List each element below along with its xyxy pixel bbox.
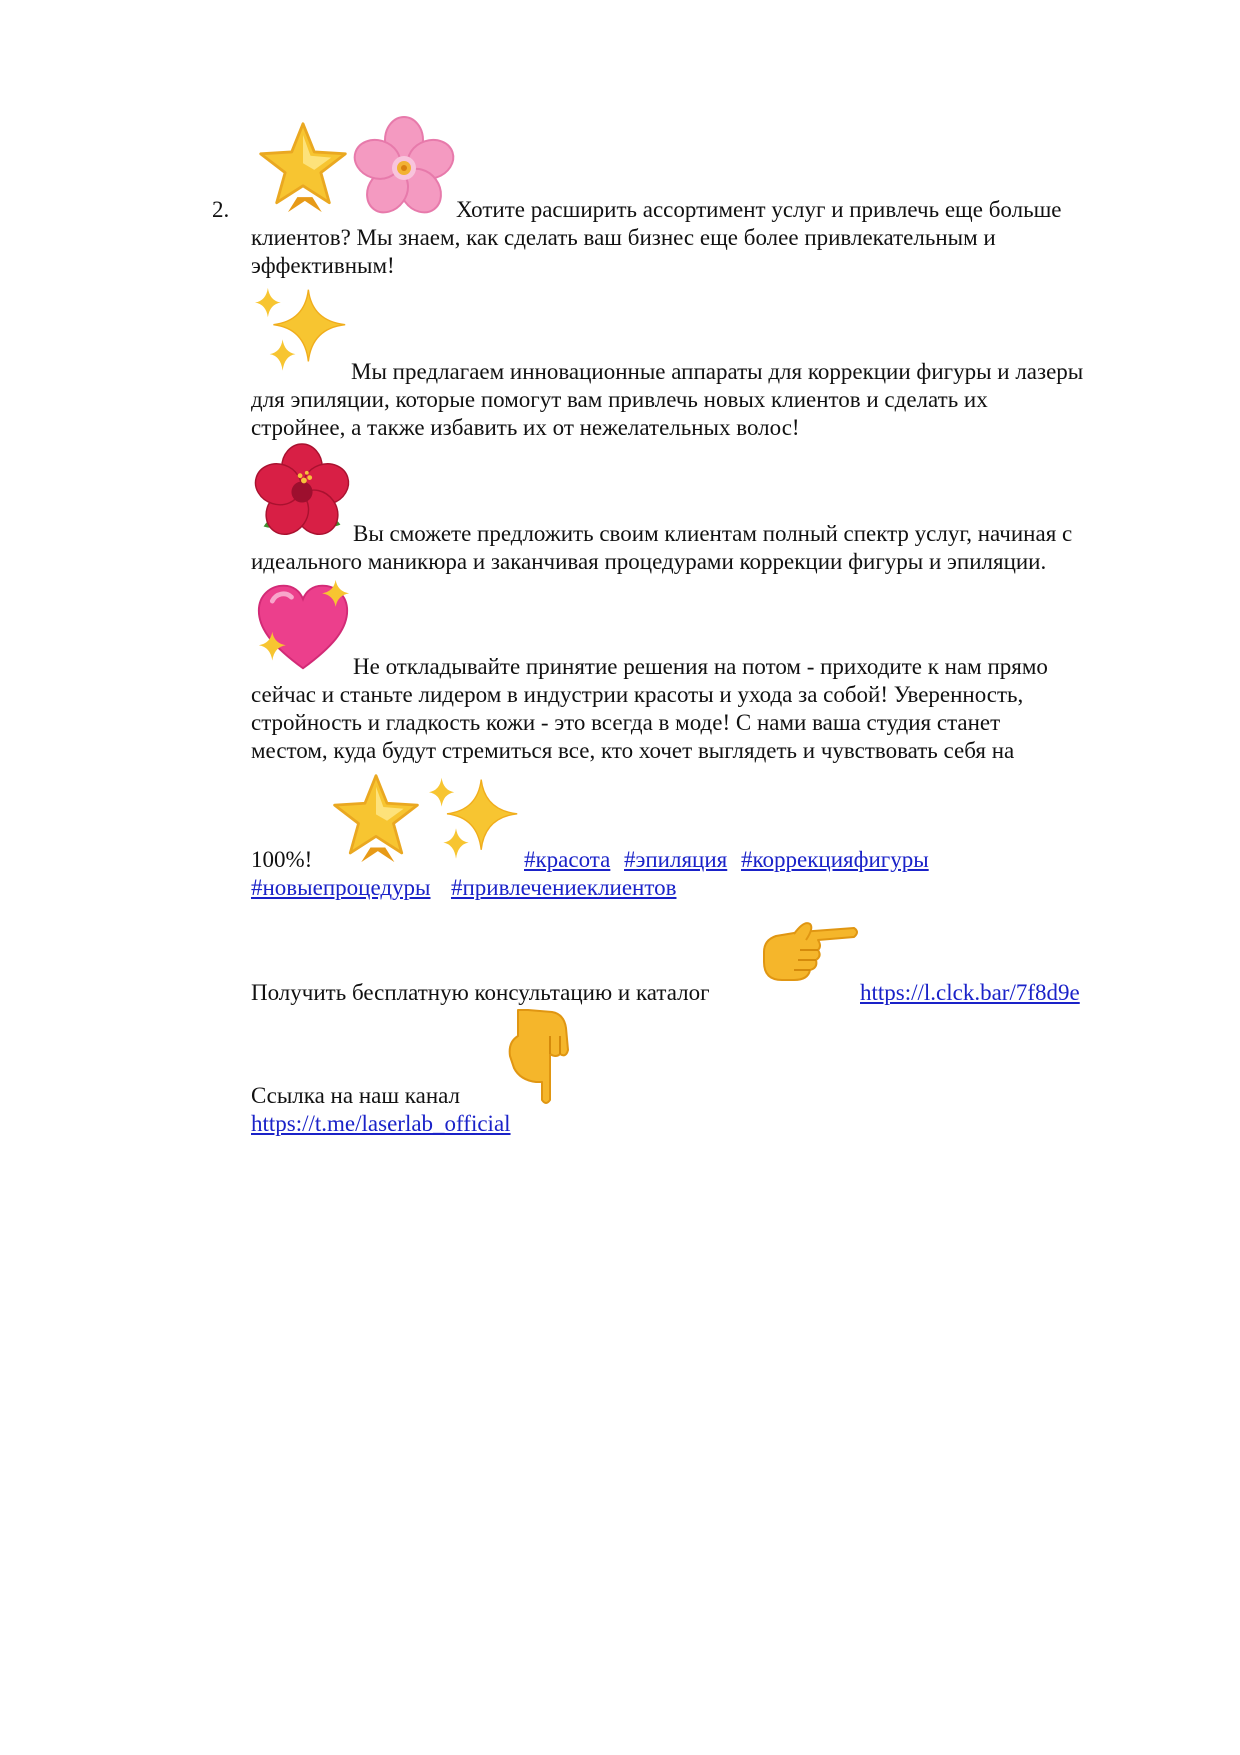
paragraph-4-line-1: Не откладывайте принятие решения на потом - приходите к нам прямо (353, 654, 1048, 679)
consultation-link[interactable]: https://l.clck.bar/7f8d9e (860, 980, 1080, 1005)
cherry-blossom-icon (354, 116, 454, 216)
sparkles-icon (254, 286, 348, 378)
paragraph-1-line-3: эффективным! (251, 253, 395, 278)
hibiscus-icon (252, 444, 352, 540)
paragraph-4-line-4: местом, куда будут стремиться все, кто хочет выглядеть и чувствовать себя на (251, 738, 1015, 763)
paragraph-3-line-1: Вы сможете предложить своим клиентам полный спектр услуг, начиная с (353, 521, 1073, 546)
pointing-right-icon (760, 918, 860, 988)
star-icon (256, 118, 350, 216)
hashtag-link[interactable]: #коррекцияфигуры (741, 847, 929, 872)
paragraph-4-line-2: сейчас и станьте лидером в индустрии красоты и ухода за собой! Уверенность, (251, 682, 1024, 707)
list-number: 2. (212, 197, 230, 222)
hashtag-link[interactable]: #эпиляция (624, 847, 728, 872)
paragraph-1-line-2: клиентов? Мы знаем, как сделать ваш бизнес еще более привлекательным и (251, 225, 996, 250)
channel-link[interactable]: https://t.me/laserlab_official (251, 1111, 511, 1136)
sparkles-icon (428, 776, 520, 866)
pointing-down-icon (504, 1006, 574, 1106)
paragraph-4-line-5: 100%! (251, 847, 313, 872)
paragraph-2-line-1: Мы предлагаем инновационные аппараты для коррекции фигуры и лазеры (351, 359, 1084, 384)
hashtag-link[interactable]: #новыепроцедуры (251, 875, 431, 900)
hashtag-link[interactable]: #красота (524, 847, 611, 872)
sparkling-heart-icon (254, 578, 352, 674)
paragraph-2-line-2: для эпиляции, которые помогут вам привлечь новых клиентов и сделать их (251, 387, 988, 412)
paragraph-1-line-1: Хотите расширить ассортимент услуг и привлечь еще больше (456, 197, 1062, 222)
paragraph-3-line-2: идеального маникюра и заканчивая процедурами коррекции фигуры и эпиляции. (251, 549, 1047, 574)
star-icon (330, 770, 422, 866)
consultation-label: Получить бесплатную консультацию и каталог (251, 980, 710, 1005)
paragraph-4-line-3: стройность и гладкость кожи - это всегда в моде! С нами ваша студия станет (251, 710, 1001, 735)
paragraph-2-line-3: стройнее, а также избавить их от нежелательных волос! (251, 415, 800, 440)
channel-label: Ссылка на наш канал (251, 1083, 461, 1108)
hashtag-link[interactable]: #привлечениеклиентов (451, 875, 677, 900)
